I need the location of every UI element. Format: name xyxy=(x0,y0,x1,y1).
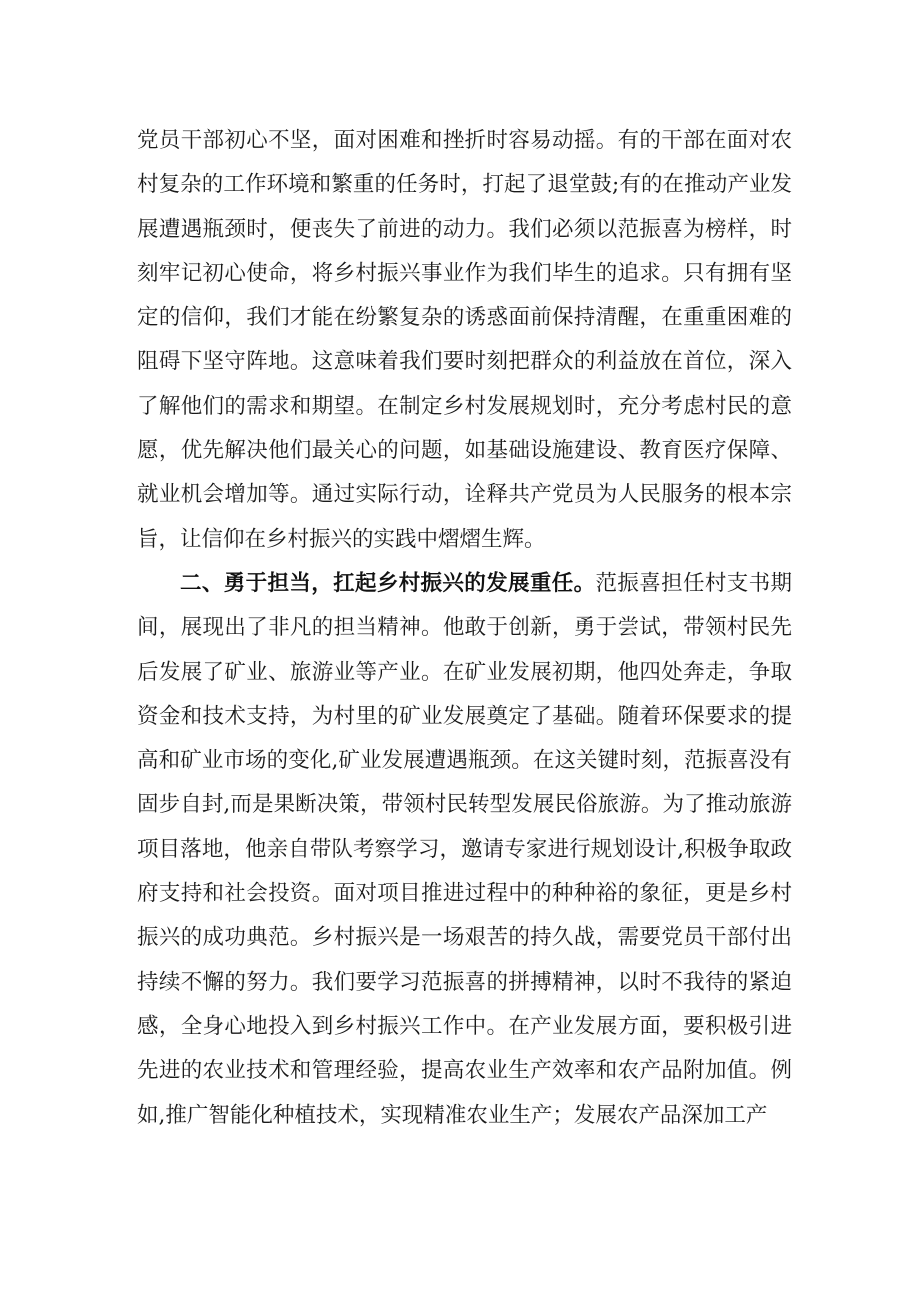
paragraph-2 xyxy=(137,562,792,1138)
paragraph-1: 党员干部初心不坚，面对困难和挫折时容易动摇。有的干部在面对农村复杂的工作环境和繁重的任务时，打起了退堂鼓;有的在推动产业发展遭遇瓶颈时，便丧失了前进的动力。我们必须以范振喜为榜样，时刻牢记初心使命，将乡村振兴事业作为我们毕生的追求。只有拥有坚定的信仰，我们才能在纷繁复杂的诱惑面前保持清醒，在重重困难的阻碍下坚守阵地。这意味着我们要时刻把群众的利益放在首位，深入了解他们的需求和期望。在制定乡村发展规划时，充分考虑村民的意愿，优先解决他们最关心的问题，如基础设施建设、教育医疗保障、就业机会增加等。通过实际行动，诠释共产党员为人民服务的根本宗旨，让信仰在乡村振兴的实践中熠熠生辉。 xyxy=(137,128,792,552)
section-heading: 二、勇于担当，扛起乡村振兴的发展重任。 xyxy=(180,570,596,596)
document-body xyxy=(137,119,792,1138)
section-body: 范振喜担任村支书期间，展现出了非凡的担当精神。他敢于创新，勇于尝试，带领村民先后发展了矿业、旅游业等产业。在矿业发展初期，他四处奔走，争取资金和技术支持，为村里的矿业发展奠定了基础。随着环保要求的提高和矿业市场的变化,矿业发展遭遇瓶颈。在这关键时刻，范振喜没有固步自封,而是果断决策，带领村民转型发展民俗旅游。为了推动旅游项目落地，他亲自带队考察学习，邀请专家进行规划设计,积极争取政府支持和社会投资。面对项目推进过程中的种种裕的象征，更是乡村振兴的成功典范。乡村振兴是一场艰苦的持久战，需要党员干部付出持续不懈的努力。我们要学习范振喜的拼搏精神，以时不我待的紧迫感，全身心地投入到乡村振兴工作中。在产业发展方面，要积极引进先进的农业技术和管理经验，提高农业生产效率和农产品附加值。例如,推广智能化种植技术，实现精准农业生产；发展农产品深加工产 xyxy=(137,570,792,1128)
